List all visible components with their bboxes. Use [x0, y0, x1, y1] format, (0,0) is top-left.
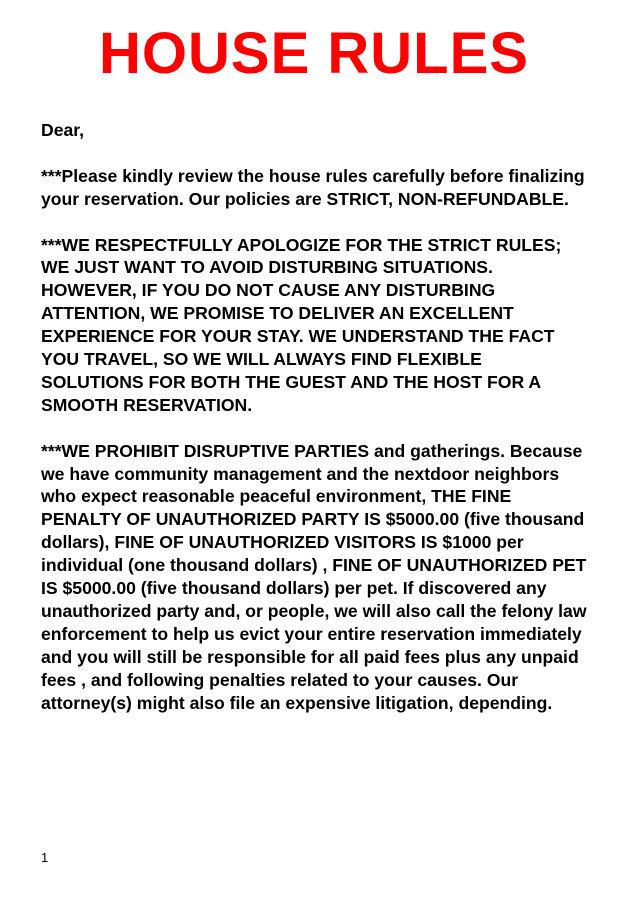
greeting: Dear,: [41, 120, 85, 140]
paragraph-spacer: [41, 142, 591, 165]
paragraph-apology: ***WE RESPECTFULLY APOLOGIZE FOR THE STRICT RULES; WE JUST WANT TO AVOID DISTURBING SITUATIONS. HOWEVER, IF YOU DO NOT CAUSE ANY DISTURBING ATTENTION, WE PROMISE TO DELIVER AN EXCELLENT EXPERIENCE FOR YOUR STAY. WE UNDERSTAND THE FACT YOU TRAVEL, SO WE WILL ALWAYS FIND FLEXIBLE SOLUTIONS FOR BOTH THE GUEST AND THE HOST FOR A SMOOTH RESERVATION.: [41, 234, 567, 415]
page-number: 1: [41, 850, 49, 865]
page-title: HOUSE RULES: [99, 21, 529, 86]
paragraph-party-policy: ***WE PROHIBIT DISRUPTIVE PARTIES and gatherings. Because we have community management and the nextdoor neighbors who expect reasonable peaceful environment, THE FINE PENALTY OF UNAUTHORIZED PARTY IS $5000.00 (five thousand dollars), FINE OF UNAUTHORIZED VISITORS IS $1000 per individual (one thousand dollars) , FINE OF UNAUTHORIZED PET IS $5000.00 (five thousand dollars) per pet. If discovered any unauthorized party and, or people, we will also call the felony law enforcement to help us evict your entire reservation immediately and you will still be responsible for all paid fees plus any unpaid fees , and following penalties related to your causes. Our attorney(s) might also file an expensive litigation, depending.: [41, 440, 592, 713]
paragraph-spacer: [41, 417, 591, 440]
paragraph-spacer: [41, 211, 591, 234]
paragraph-review-notice: ***Please kindly review the house rules carefully before finalizing your reservation. Our policies are STRICT, NON-REFUNDABLE.: [41, 165, 590, 209]
document-body: [41, 119, 591, 715]
